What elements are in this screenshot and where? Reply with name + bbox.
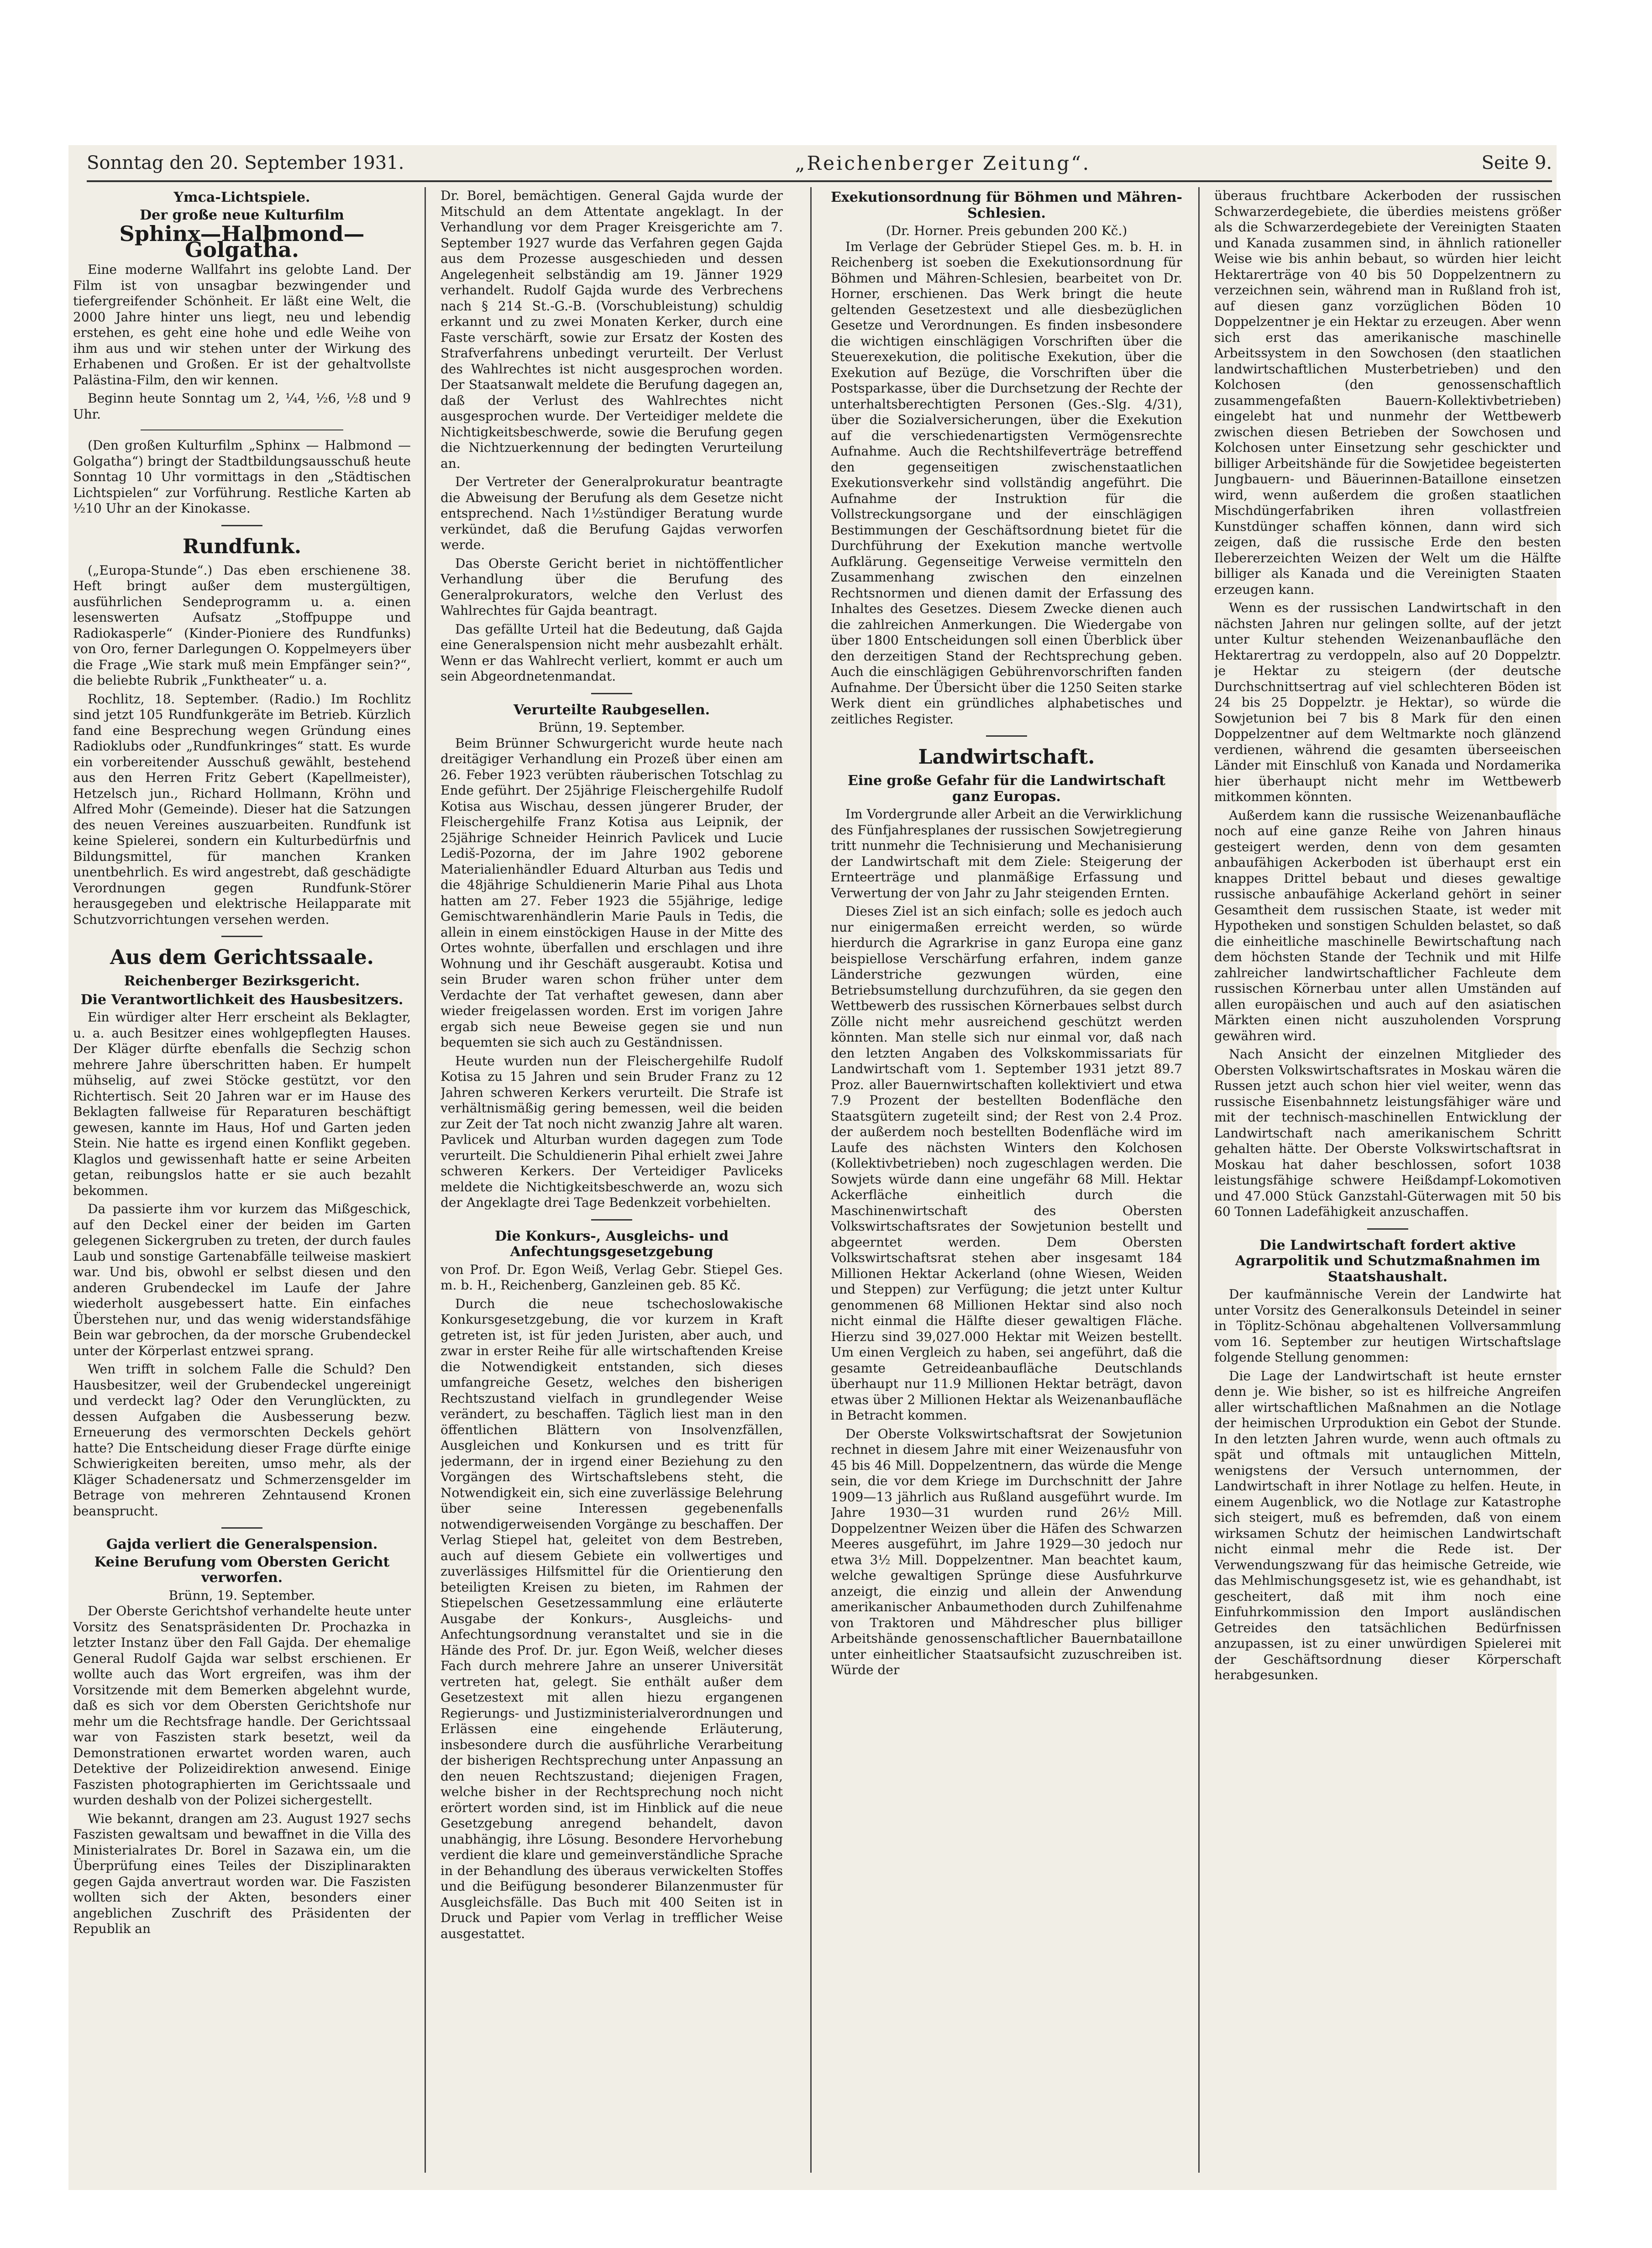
column-divider — [810, 187, 812, 2173]
article-heading: Verurteilte Raubgesellen. — [513, 702, 710, 718]
paragraph: Beginn heute Sonntag um 2, ¼4, ½6, ½8 und 9 Uhr. — [73, 391, 411, 422]
paragraph: Der Vertreter der Generalprokuratur beantragte die Abweisung der Berufung als dem Gesetze nicht entsprechend. Nach 1½stündiger Beratung wurde verkündet, daß die Berufung Gajdas verworfen werde. — [441, 474, 783, 552]
article-heading: Ymca-Lichtspiele. — [173, 189, 310, 205]
paragraph: überaus fruchtbare Ackerboden der russischen Schwarzerdegebiete, die überdies meistens größer als die Schwarzerdegebiete der Vereinigten Staaten und Kanada zusammen sind, in ähnlich rationeller Weise wie bis anhin bebaut, so würden hier leicht Hektarerträge von 40 bis 50 Doppelzentnern zu verzeichnen sein, während man in Rußland froh ist, auf diesen ganz vorzüglichen Böden 10 Doppelzentner je ein Hektar zu erzeugen. Aber wenn sich erst das amerikanische maschinelle Arbeitssystem in den Sowchosen (den staatlichen landwirtschaftlichen Musterbetrieben) und den Kolchosen (den genossenschaftlich zusammengefaßten Bauern-Kollektivbetrieben) eingelebt hat und nunmehr der Wettbewerb zwischen diesen Betrieben der Sowchosen und Kolchosen unter Einsetzung sehr geschickter und billiger Arbeitshände für die Sowjetidee begeisterten Jungbauern- und Bäuerinnen-Bataillone einsetzen wird, wenn außerdem die großen staatlichen Mischdüngerfabriken ihren vollastfreien Kunstdünger schaffen können, dann wird sich zeigen, daß die russische Erde den besten Ilebererzeichten Weizen der Welt um die Hälfte billiger als Kanada und die Vereinigten Staaten erzeugen kann. — [1214, 188, 1561, 597]
paragraph: Rochlitz, 18. September. (Radio.) Im Rochlitz sind jetzt 105 Rundfunkgeräte im Betrieb. Kürzlich fand eine Besprechung wegen Gründung eines Radioklubs oder „Rundfunkringes“ statt. Es wurde ein vorbereitender Ausschuß gewählt, bestehend aus den Herren Fritz Gebert (Kapellmeister), Hetzelsch jun., Richard Hollmann, Kröhn und Alfred Mohr (Gemeinde). Dieser hat die Satzungen des neuen Vereines auszuarbeiten. Rundfunk ist keine Spielerei, sondern ein Kulturbedürfnis und Bildungsmittel, für manchen Kranken unentbehrlich. Es wird angestrebt, daß geschädigte Verordnungen gegen Rundfunk-Störer herausgegeben und elektrische Heilapparate mit Schutzvorrichtungen versehen werden. — [73, 691, 411, 927]
paragraph: (Den großen Kulturfilm „Sphinx — Halbmond — Golgatha“) bringt der Stadtbildungsausschuß heute Sonntag 10 Uhr vormittags in den „Städtischen Lichtspielen“ zur Vorführung. Restliche Karten ab ½10 Uhr an der Kinokasse. — [73, 438, 411, 516]
paragraph: Wie bekannt, drangen am 23. August 1927 sechs Faszisten gewaltsam und bewaffnet in die Villa des Ministerialrates Dr. Borel in Sazawa ein, um die Überprüfung eines Teiles der Disziplinarakten gegen Gajda anvertraut worden war. Die Faszisten wollten sich der Akten, besonders einer angeblichen Zuschrift des Präsidenten der Republik an — [73, 1811, 411, 1936]
paragraph: Im Vordergrunde aller Arbeit an die Verwirklichung des Fünfjahresplanes der russischen Sowjetregierung tritt nunmehr die Technisierung und Mechanisierung der Landwirtschaft mit dem Ziele: Steigerung der Ernteerträge und planmäßige Erfassung und Verwertung der von Jahr zu Jahr steigenden Ernten. — [831, 807, 1182, 901]
dateline: Brünn, 19. September. — [538, 720, 685, 735]
column-divider — [1198, 187, 1200, 2173]
paragraph: Das Oberste Gericht beriet in nichtöffentlicher Verhandlung über die Berufung des Generalprokurators, welche den Verlust des Wahlrechtes für Gajda beantragt. — [441, 555, 783, 618]
article-heading: Exekutionsordnung für Böhmen und Mähren-Schlesien. — [831, 189, 1182, 221]
paragraph: Ein würdiger alter Herr erscheint als Beklagter, u. a. auch Besitzer eines wohlgepflegten Hauses. Der Kläger dürfte ebenfalls die Sechzig schon mehrere Jahre überschritten haben. Er humpelt mühselig, auf zwei Stöcke gestützt, vor den Richtertisch. Seit 20 Jahren war er im Hause des Beklagten fallweise für Reparaturen beschäftigt gewesen, kannte im Haus, Hof und Garten jeden Stein. Nie hatte es irgend einen Konflikt gegeben. Klaglos und gewissenhaft hatte er seine Arbeiten getan, reibungslos hatte er sie auch bezahlt bekommen. — [73, 1010, 411, 1198]
paragraph: von Prof. Dr. Egon Weiß, Verlag Gebr. Stiepel Ges. m. b. H., Reichenberg, Ganzleinen geb. 85 Kč. — [441, 1262, 783, 1293]
paragraph: („Europa-Stunde“.) Das eben erschienene 38. Heft bringt außer dem mustergültigen, ausführlichen Sendeprogramm u. a. einen lesenswerten Aufsatz „Stoffpuppe und Radiokasperle“ (Kinder-Pioniere des Rundfunks) von Oro, ferner Darlegungen O. Koppelmeyers über die Frage „Wie stark muß mein Empfänger sein?“, die beliebte Rubrik „Funktheater“ u. a. — [73, 562, 411, 688]
header-page-number: Seite 9. — [1481, 152, 1552, 173]
separator — [986, 735, 1027, 737]
article-subheading: Der große neue Kulturfilm — [140, 207, 344, 223]
film-title: Sphinx—Halbmond—Golgatha. — [119, 221, 365, 262]
paragraph: Heute wurden nun der Fleischergehilfe Rudolf Kotisa zu 15 Jahren und sein Bruder Franz zu 12 Jahren schweren Kerkers verurteilt. Die Strafe ist verhältnismäßig gering bemessen, weil die beiden zur Zeit der Tat noch nicht zwanzig Jahre alt waren. Pavlicek und Alturban wurden dagegen zum Tode verurteilt. Die Schuldienerin Pihal erhielt zwei Jahre schweren Kerkers. Der Verteidiger Pavliceks meldete die Nichtigkeitsbeschwerde an, wozu sich der Angeklagte drei Tage Bedenkzeit vorbehielten. — [441, 1053, 783, 1210]
section-subtitle: Reichenberger Bezirksgericht. — [124, 973, 360, 989]
separator — [591, 693, 632, 694]
section-title: Rundfunk. — [182, 534, 302, 558]
column-3 — [831, 188, 1182, 2164]
paragraph: Da passierte ihm vor kurzem das Mißgeschick, auf den Deckel einer der beiden im Garten gelegenen Sickergruben zu treten, der durch faules Laub und sonstige Gartenabfälle teilweise maskiert war. Und bis, obwohl er selbst diesen und den anderen Grubendeckel im Laufe der Jahre wiederholt ausgebessert hatte. Ein einfaches Überstehen nur, und das wenig widerstandsfähige Bein war gebrochen, da der morsche Grubendeckel unter der Körperlast entzwei sprang. — [73, 1201, 411, 1358]
article-heading: Die Verantwortlichkeit des Hausbesitzers. — [80, 991, 404, 1008]
separator — [1367, 1228, 1408, 1230]
paragraph: Durch die neue tschechoslowakische Konkursgesetzgebung, die vor kurzem in Kraft getreten ist, ist für jeden Juristen, aber auch, und zwar in erster Reihe für alle wirtschaftenden Kreise die Notwendigkeit entstanden, sich dieses umfangreiche Gesetz, welches den bisherigen Rechtszustand vielfach in grundlegender Weise verändert, zu beschaffen. Täglich liest man in den öffentlichen Blättern von Insolvenzfällen, Ausgleichen und Konkursen und es tritt für jedermann, der in irgend einer Beziehung zu den Vorgängen des Wirtschaftslebens steht, die Notwendigkeit ein, sich eine zuverlässige Belehrung über seine Interessen gegebenenfalls notwendigerweisenden Vorgänge zu beschaffen. Der Verlag Stiepel hat, geleitet von dem Bestreben, auch auf diesem Gebiete ein vollwertiges und zuverlässiges Hilfsmittel für die Orientierung den beteiligten Kreisen zu bieten, im Rahmen der Stiepelschen Gesetzessammlung eine erläuterte Ausgabe der Konkurs-, Ausgleichs- und Anfechtungsordnung veranstaltet und sie in die Hände des Prof. Dr. jur. Egon Weiß, welcher dieses Fach durch mehrere Jahre an unserer Universität vertreten hat, gelegt. Sie enthält außer dem Gesetzestext mit allen hiezu ergangenen Regierungs- und Justizministerialverordnungen und Erlässen eine eingehende Erläuterung, insbesondere durch die ausführliche Verarbeitung der bisherigen Rechtsprechung unter Anpassung an den neuen Rechtszustand; diejenigen Fragen, welche bisher in der Rechtsprechung noch nicht erörtert worden sind, ist im Hinblick auf die neue Gesetzgebung anregend behandelt, davon unabhängig, ihre Lösung. Besondere Hervorhebung verdient die klare und gemeinverständliche Sprache in der Behandlung des überaus verwickelten Stoffes und die Beifügung besonderer Bilanzenmuster für Ausgleichsfälle. Das Buch mit 400 Seiten ist in Druck und Papier vom Verlag in trefflicher Weise ausgestattet. — [441, 1296, 783, 1941]
header-masthead: „Reichenberger Zeitung“. — [795, 152, 1091, 174]
column-4 — [1214, 188, 1561, 2164]
header-date: Sonntag den 20. September 1931. — [87, 152, 404, 173]
paragraph: Beim Brünner Schwurgericht wurde heute nach dreitägiger Verhandlung ein Prozeß über einen am 26. Feber 1923 verübten räuberischen Totschlag zu Ende geführt. Der 25jährige Fleischergehilfe Rudolf Kotisa aus Wischau, dessen jüngerer Bruder, der Fleischergehilfe Franz Kotisa aus Leipnik, der 25jährige Schneider Heinrich Pavlicek und Lucie Lediš-Pozorna, der im Jahre 1902 geborene Materialienhändler Eduard Alturban aus Tedis und die 48jährige Schuldienerin Marie Pihal aus Lhota hatten am 27. Feber 1923 die 55jährige, ledige Gemischtwarenhändlerin Marie Pauls in Tedis, die allein in einem einstöckigen Hause in der Mitte des Ortes wohnte, überfallen und erschlagen und ihre Wohnung und ihr Geschäft ausgeraubt. Kotisa und sein Bruder waren schon früher unter dem Verdachte der Tat verhaftet gewesen, dann aber wieder freigelassen worden. Erst im vorigen Jahre ergab sich neue Beweise gegen sie und nun bequemten sie sich auch zu Geständnissen. — [441, 735, 783, 1050]
paragraph: Außerdem kann die russische Weizenanbaufläche noch auf eine ganze Reihe von Jahren hinaus gesteigert werden, denn von dem gesamten anbaufähigen Ackerboden ist überhaupt erst ein knappes Drittel bebaut und dieses gewaltige russische anbaufähige Ackerland gehört in seiner Gesamtheit dem russischen Staate, ist weder mit Hypotheken und sonstigen Schulden belastet, so daß die einheitliche maschinelle Bewirtschaftung nach dem höchsten Stande der Technik und mit Hilfe zahlreicher landwirtschaftlicher Fachleute dem russischen Körnerbau unter allen Umständen auf allen europäischen und auch auf den asiatischen Märkten einen nicht auszuholenden Vorsprung gewähren wird. — [1214, 807, 1561, 1043]
paragraph: Der Oberste Gerichtshof verhandelte heute unter Vorsitz des Senatspräsidenten Dr. Prochazka in letzter Instanz über den Fall Gajda. Der ehemalige General Rudolf Gajda war selbst erschienen. Er wollte auch das Wort ergreifen, was ihm der Vorsitzende mit dem Bemerken abgelehnt wurde, daß es sich vor dem Obersten Gerichtshofe nur mehr um die Rechtsfrage handle. Der Gerichtssaal war von Faszisten stark besetzt, weil da Demonstrationen erwartet worden waren, auch Detektive der Polizeidirektion anwesend. Einige Faszisten photographierten im Gerichtssaale und wurden deshalb von der Polizei sichergestellt. — [73, 1603, 411, 1808]
column-1 — [73, 188, 411, 2164]
section-title: Aus dem Gerichtssaale. — [110, 946, 374, 969]
column-divider — [425, 187, 426, 2173]
article-heading: Die Konkurs-, Ausgleichs- und Anfechtungsgesetzgebung — [494, 1228, 729, 1260]
page-header — [87, 147, 1552, 179]
paragraph: Das gefällte Urteil hat die Bedeutung, daß Gajda eine Generalspension nicht mehr ausbezahlt erhält. Wenn er das Wahlrecht verliert, kommt er auch um sein Abgeordnetenmandat. — [441, 621, 783, 684]
header-rule — [87, 180, 1552, 182]
paragraph: Die Lage der Landwirtschaft ist heute ernster denn je. Wie bisher, so ist es hilfreiche Angreifen aller wirtschaftlichen Maßnahmen an die Notlage der heimischen Urproduktion ein Gebot der Stunde. In den letzten Jahren wurde, wenn auch oftmals zu spät und oftmals mit untauglichen Mitteln, wenigstens der Versuch unternommen, der Landwirtschaft in ihrer Notlage zu helfen. Heute, in einem Augenblick, wo die Notlage zur Katastrophe sich steigert, muß es befremden, daß von einem wirksamen Schutz der heimischen Landwirtschaft nicht einmal mehr die Rede ist. Der Verwendungszwang für das heimische Getreide, wie das Mehlmischungsgesetz ist, wie es gehandhabt, ist gescheitert, daß mit ihm noch eine Einfuhrkommission den Import ausländischen Getreides den tatsächlichen Bedürfnissen anzupassen, ist zu einer unwürdigen Spielerei mit der Geschäftsordnung dieser Körperschaft herabgesunken. — [1214, 1368, 1561, 1682]
article-subheading: (Dr. Horner. Preis gebunden 200 Kč.) — [886, 223, 1128, 238]
paragraph: Der Oberste Volkswirtschaftsrat der Sowjetunion rechnet in diesem Jahre mit einer Weizenausfuhr von 45 bis 46 Mill. Doppelzentnern, das würde die Menge sein, die vor dem Kriege im Durchschnitt der Jahre 1909—13 jährlich aus Rußland ausgeführt wurde. Im Jahre 1930—31 wurden rund 26½ Mill. Doppelzentner Weizen über die Häfen des Schwarzen Meeres ausgeführt, im Jahre 1929—30 jedoch nur etwa 3½ Mill. Doppelzentner. Man beachtet kaum, welche gewaltigen Sprünge diese Ausfuhrkurve anzeigt, die einzig und allein der Anwendung amerikanischer Anbaumethoden durch Zuhilfenahme von Traktoren und Mähdrescher plus billiger Arbeitshände genossenschaftlicher Bauernbataillone unter einheitlicher Staatsaufsicht zuzuschreiben ist. Würde der — [831, 1426, 1182, 1677]
article-heading: Gajda verliert die Generalspension. — [106, 1536, 378, 1552]
section-title: Landwirtschaft. — [918, 745, 1095, 769]
separator — [591, 1219, 632, 1221]
separator — [221, 936, 262, 937]
article-heading: Die Landwirtschaft fordert aktive Agrarpolitik und Schutzmaßnahmen im Staatshaushalt. — [1235, 1237, 1541, 1285]
separator — [221, 525, 262, 526]
paragraph: Wen trifft in solchem Falle die Schuld? Den Hausbesitzer, weil der Grubendeckel ungereinigt und verdeckt lag? Oder den Verunglückten, zu dessen Aufgaben die Ausbesserung bezw. Erneuerung des vermorschten Deckels gehört hatte? Die Entscheidung dieser Frage dürfte einige Schwierigkeiten bereiten, umso mehr, als der Kläger Schadenersatz und Schmerzensgelder im Betrage von mehreren Zehntausend Kronen beansprucht. — [73, 1362, 411, 1519]
paragraph: Im Verlage der Gebrüder Stiepel Ges. m. b. H. in Reichenberg ist soeben die Exekutionsordnung für Böhmen und Mähren-Schlesien, bearbeitet von Dr. Horner, erschienen. Das Werk bringt die heute geltenden Gesetzestext und alle diesbezüglichen Gesetze und Verordnungen. Es finden insbesondere die wichtigen einschlägigen Vorschriften über die Steuerexekution, die politische Exekution, über die Exekution auf Bezüge, die Vorschriften über die Postsparkasse, über die Durchsetzung der Rechte der unterhaltsberechtigten Personen (Ges.-Slg. 4/31), über die Sozialversicherungen, über die Exekution auf die verschiedenartigsten Vermögensrechte Aufnahme. Auch die Rechtshilfeverträge betreffend den gegenseitigen zwischenstaatlichen Exekutionsverkehr sind vollständig angeführt. Die Aufnahme der Instruktion für die Vollstreckungsorgane und der einschlägigen Bestimmungen der Geschäftsordnung bietet für die Durchführung der Exekution manche wertvolle Aufklärung. Gegenseitige Verweise vermitteln den Zusammenhang zwischen den einzelnen Rechtsnormen und dienen damit der Erfassung des Inhaltes des Gesetzes. Diesem Zwecke dienen auch die zahlreichen Anmerkungen. Die Wiedergabe von über 1800 Entscheidungen soll einen Überblick über den derzeitigen Stand der Rechtsprechung geben. Auch die einschlägigen Gebührenvorschriften fanden Aufnahme. Der Übersicht über die 1250 Seiten starke Werk dient ein gründliches alphabetisches und zeitliches Register. — [831, 239, 1182, 727]
paragraph: Dieses Ziel ist an sich einfach; solle es jedoch auch nur einigermaßen erreicht werden, so würde hierdurch die Agrarkrise in ganz Europa eine ganz beispiellose Verschärfung erfahren, indem ganze Länderstriche gezwungen würden, eine Betriebsumstellung durchzuführen, da sie gegen den Wettbewerb des russischen Körnerbaues selbst durch Zölle nicht mehr ausreichend geschützt werden könnten. Man stelle sich nur einmal vor, daß nach den letzten Angaben des Volkskommissariats für Landwirtschaft vom 1. September 1931 jetzt 89.7 Proz. aller Bauernwirtschaften kollektiviert und etwa 7.9 Prozent der bestellten Bodenfläche den Staatsgütern zugeteilt sind; der Rest von 2.4 Proz. der außerdem noch bestellten Bodenfläche wird im Laufe des nächsten Winters den Kolchosen (Kollektivbetrieben) noch zugeschlagen werden. Die Sowjets würde dann eine ungefähr 68 Mill. Hektar Ackerfläche einheitlich durch die Maschinenwirtschaft des Obersten Volkswirtschaftsrates der Sowjetunion bestellt und abgeerntet werden. Dem Obersten Volkswirtschaftsrat stehen aber insgesamt 184 Millionen Hektar Ackerland (ohne Wiesen, Weiden und Steppen) zur Verfügung; die jetzt unter Kultur genommenen 68 Millionen Hektar sind also noch nicht einmal die Hälfte dieser gewaltigen Fläche. Hierzu sind 39,027.000 Hektar mit Weizen bestellt. Um einen Vergleich zu haben, sei angeführt, daß die gesamte Getreideanbaufläche Deutschlands überhaupt nur 11.9 Millionen Hektar beträgt, davon etwas über 2 Millionen Hektar als Weizenanbaufläche in Betracht kommen. — [831, 904, 1182, 1423]
paragraph: Der kaufmännische Verein der Landwirte hat unter Vorsitz des Generalkonsuls Deteindel in seiner in Töplitz-Schönau abgehaltenen Vollversammlung vom 16. September zur heutigen Wirtschaftslage folgende Stellung genommen: — [1214, 1287, 1561, 1365]
article-heading: Eine große Gefahr für die Landwirtschaft ganz Europas. — [847, 773, 1166, 805]
separator — [221, 1527, 262, 1529]
paragraph: Nach Ansicht der einzelnen Mitglieder des Obersten Volkswirtschaftsrates in Moskau wären die Russen jetzt auch schon hier viel weiter, wenn das russische Eisenbahnnetz leistungsfähiger wäre und mit der technisch-maschinellen Entwicklung der Landwirtschaft nach amerikanischem Schritt gehalten hätte. Der Oberste Volkswirtschaftsrat in Moskau hat daher beschlossen, sofort 1038 leistungsfähige schwere Heißdampf-Lokomotiven und 47.000 Stück Ganzstahl-Güterwagen mit 50 bis 60 Tonnen Ladefähigkeit anzuschaffen. — [1214, 1047, 1561, 1219]
article-subheading: Keine Berufung vom Obersten Gericht verworfen. — [94, 1554, 390, 1586]
paragraph: Dr. Borel, bemächtigen. General Gajda wurde der Mitschuld an dem Attentate angeklagt. In der Verhandlung vor dem Prager Kreisgerichte am 7. September 1927 wurde das Verfahren gegen Gajda aus dem Prozesse ausgeschieden und dessen Angelegenheit selbständig am 19. Jänner 1929 verhandelt. Rudolf Gajda wurde des Verbrechens nach § 214 St.-G.-B. (Vorschubleistung) schuldig erkannt und zu zwei Monaten Kerker, durch eine Faste verschärft, sowie zur Ersatz der Kosten des Strafverfahrens unbedingt verurteilt. Der Verlust des Wahlrechtes ist nicht ausgesprochen worden. Der Staatsanwalt meldete die Berufung dagegen an, daß der Verlust des Wahlrechtes nicht ausgesprochen wurde. Der Verteidiger meldete die Nichtigkeitsbeschwerde, sowie die Berufung gegen die Nichtzuerkennung der bedingten Verurteilung an. — [441, 188, 783, 471]
paragraph: Wenn es der russischen Landwirtschaft in den nächsten Jahren nur gelingen sollte, auf der jetzt unter Kultur stehenden Weizenanbaufläche den Hektarertrag zu verdoppeln, also auf 20 Doppelztr. je Hektar zu steigern (der deutsche Durchschnittsertrag auf viel schlechteren Böden ist 24 bis 25 Doppelztr. je Hektar), so würde die Sowjetunion bei 7 bis 8 Mark für den einen Doppelzentner auf dem Weltmarkte noch glänzend verdienen, während die gesamten überseeischen Länder mit Einschluß von Kanada und Nordamerika hier überhaupt nicht mehr im Wettbewerb mitkommen könnten. — [1214, 600, 1561, 804]
dateline: Brünn, 19. September. — [168, 1588, 315, 1603]
column-2 — [441, 188, 783, 2164]
paragraph: Eine moderne Wallfahrt ins gelobte Land. Der Film ist von unsagbar bezwingender und tiefergreifender Schönheit. Er läßt eine Welt, die 2000 Jahre hinter uns liegt, neu und lebendig erstehen, es geht eine hohe und edle Weihe von ihm aus und wir stehen unter der Wirkung des Erhabenen und Großen. Er ist der gehaltvollste Palästina-Film, den wir kennen. — [73, 262, 411, 388]
